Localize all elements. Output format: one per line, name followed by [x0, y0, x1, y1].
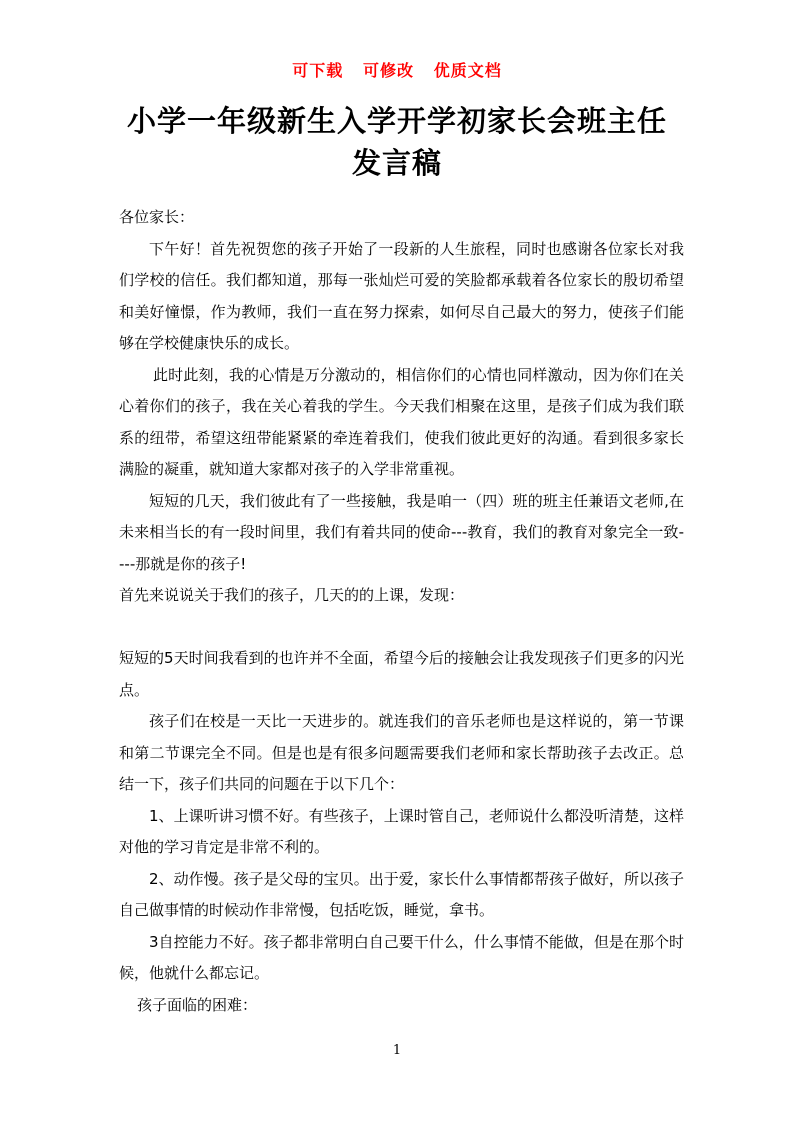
- list-item-slow: 2、动作慢。孩子是父母的宝贝。出于爱，家长什么事情都帮孩子做好，所以孩子自己做事情的时候动作非常慢，包括吃饭，睡觉，拿书。: [119, 869, 684, 919]
- title-line-1: 小学一年级新生入学开学初家长会班主任: [126, 104, 667, 138]
- document-body: [119, 202, 684, 1021]
- paragraph-five-days: 短短的5天时间我看到的也许并不全面，希望今后的接触会让我发现孩子们更多的闪光点。: [119, 649, 684, 699]
- page-number: 1: [392, 1043, 402, 1058]
- document-title: [100, 100, 694, 184]
- download-banner: 可下载 可修改 优质文档: [292, 61, 502, 80]
- list-item-listening: 1、上课听讲习惯不好。有些孩子，上课时管自己，老师说什么都没听清楚，这样对他的学习肯定是非常不利的。: [119, 806, 684, 856]
- list-item-self-control: 3自控能力不好。孩子都非常明白自己要干什么，什么事情不能做，但是在那个时候，他就什么都忘记。: [119, 932, 684, 982]
- paragraph-progress: 孩子们在校是一天比一天进步的。就连我们的音乐老师也是这样说的，第一节课和第二节课完全不同。但是也是有很多问题需要我们老师和家长帮助孩子去改正。总结一下，孩子们共同的问题在于以下几个：: [119, 712, 684, 793]
- paragraph-feelings: 此时此刻，我的心情是万分激动的，相信你们的心情也同样激动，因为你们在关心着你们的孩子，我在关心着我的学生。今天我们相聚在这里，是孩子们成为我们联系的纽带，希望这纽带能紧紧的牵连着我们，使我们彼此更好的沟通。看到很多家长满脸的凝重，就知道大家都对孩子的入学非常重视。: [119, 365, 684, 478]
- paragraph-observation-intro: 首先来说说关于我们的孩子，几天的的上课，发现：: [119, 586, 465, 604]
- salutation: 各位家长：: [119, 208, 195, 226]
- paragraph-greeting: 下午好！首先祝贺您的孩子开始了一段新的人生旅程，同时也感谢各位家长对我们学校的信任。我们都知道，那每一张灿烂可爱的笑脸都承载着各位家长的殷切希望和美好憧憬，作为教师，我们一直在努力探索，如何尽自己最大的努力，使孩子们能够在学校健康快乐的成长。: [119, 239, 684, 352]
- paragraph-difficulties: 孩子面临的困难：: [137, 995, 258, 1014]
- blank-line: [119, 612, 684, 644]
- title-line-2: 发言稿: [351, 146, 442, 180]
- paragraph-introduction: 短短的几天，我们彼此有了一些接触，我是咱一（四）班的班主任兼语文老师,在未来相当长的有一段时间里，我们有着共同的使命---教育，我们的教育对象完全一致----那就是你的孩子!: [119, 491, 684, 573]
